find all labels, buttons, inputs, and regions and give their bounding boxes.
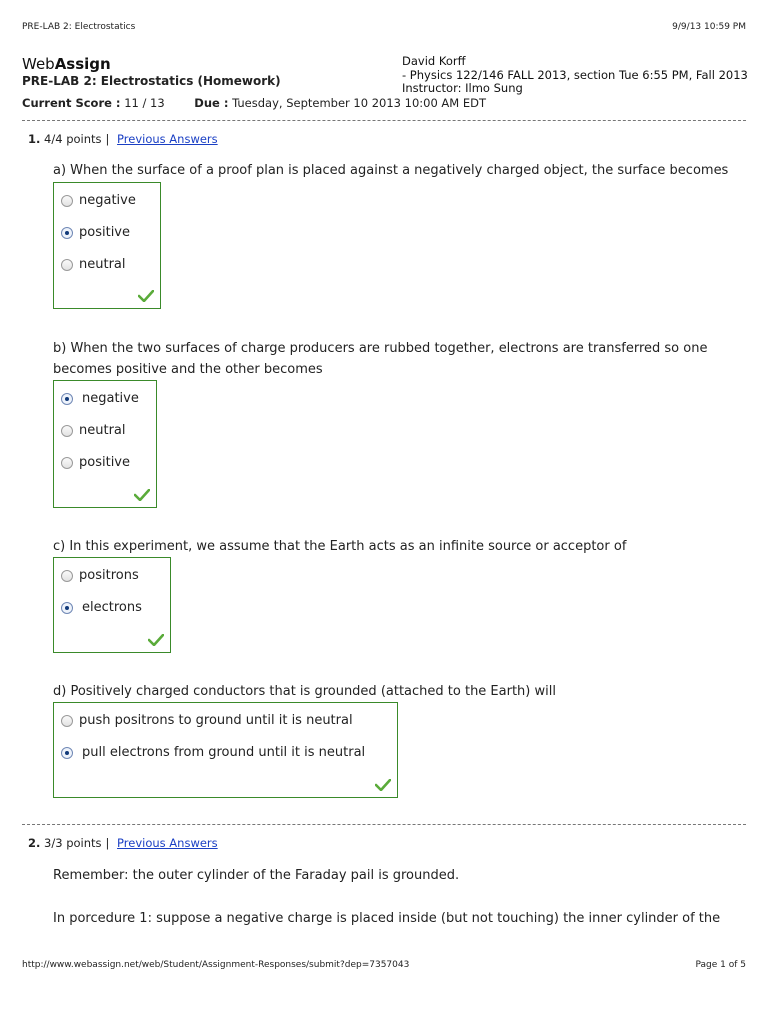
answer-box-1b bbox=[53, 380, 157, 508]
radio-button[interactable] bbox=[61, 570, 73, 582]
option-positrons[interactable]: positrons bbox=[61, 568, 139, 583]
score-value: 11 / 13 bbox=[124, 96, 165, 110]
question-1c-prompt: c) In this experiment, we assume that the Earth acts as an infinite source or acceptor of bbox=[53, 539, 627, 554]
divider bbox=[22, 824, 746, 825]
question-number: 1. bbox=[28, 132, 41, 146]
correct-check-icon bbox=[134, 489, 150, 501]
assignment-title: PRE-LAB 2: Electrostatics (Homework) bbox=[22, 74, 281, 88]
correct-check-icon bbox=[375, 779, 391, 791]
divider bbox=[22, 120, 746, 121]
radio-button[interactable] bbox=[61, 195, 73, 207]
question-1d-prompt: d) Positively charged conductors that is grounded (attached to the Earth) will bbox=[53, 684, 556, 699]
option-negative[interactable]: negative bbox=[61, 193, 136, 208]
answer-box-1a bbox=[53, 182, 161, 309]
option-negative[interactable]: negative bbox=[61, 391, 139, 406]
student-name: David Korff bbox=[402, 54, 466, 68]
radio-button-selected[interactable] bbox=[61, 393, 73, 405]
print-header bbox=[22, 22, 746, 32]
radio-button-selected[interactable] bbox=[61, 227, 73, 239]
question-1b-prompt: b) When the two surfaces of charge producers are rubbed together, electrons are transferred so one becomes positive and the other becomes bbox=[53, 341, 708, 377]
option-electrons[interactable]: electrons bbox=[61, 600, 142, 615]
radio-button-selected[interactable] bbox=[61, 602, 73, 614]
page-number: Page 1 of 5 bbox=[695, 960, 746, 970]
assignment-header bbox=[22, 55, 382, 88]
option-neutral[interactable]: neutral bbox=[61, 257, 126, 272]
print-header-datetime: 9/9/13 10:59 PM bbox=[672, 22, 746, 32]
webassign-logo: WebAssign bbox=[22, 55, 111, 73]
print-header-title: PRE-LAB 2: Electrostatics bbox=[22, 22, 136, 32]
radio-button[interactable] bbox=[61, 457, 73, 469]
option-push-positrons[interactable]: push positrons to ground until it is neutral bbox=[61, 713, 353, 728]
radio-button[interactable] bbox=[61, 715, 73, 727]
question-2-header: 2. 3/3 points | Previous Answers bbox=[28, 836, 218, 850]
question-1-header: 1. 4/4 points | Previous Answers bbox=[28, 132, 218, 146]
question-points: 4/4 points bbox=[44, 132, 102, 146]
answer-box-1c bbox=[53, 557, 171, 653]
question-2-text: Remember: the outer cylinder of the Faraday pail is grounded. bbox=[53, 868, 460, 883]
correct-check-icon bbox=[148, 634, 164, 646]
radio-button-selected[interactable] bbox=[61, 747, 73, 759]
answer-box-1d bbox=[53, 702, 398, 798]
question-2-procedure-text: In porcedure 1: suppose a negative charge is placed inside (but not touching) the inner cylinder of the bbox=[53, 911, 721, 926]
print-footer bbox=[22, 960, 746, 970]
option-positive[interactable]: positive bbox=[61, 455, 130, 470]
question-points: 3/3 points bbox=[44, 836, 102, 850]
student-info bbox=[402, 55, 752, 96]
option-pull-electrons[interactable]: pull electrons from ground until it is neutral bbox=[61, 745, 365, 760]
score-label: Current Score : bbox=[22, 96, 121, 110]
radio-button[interactable] bbox=[61, 259, 73, 271]
question-1a-prompt: a) When the surface of a proof plan is placed against a negatively charged object, the surface becomes bbox=[53, 163, 729, 178]
course-info: - Physics 122/146 FALL 2013, section Tue 6:55 PM, Fall 2013 bbox=[402, 67, 748, 82]
due-label: Due : bbox=[194, 96, 229, 110]
due-value: Tuesday, September 10 2013 10:00 AM EDT bbox=[232, 96, 487, 110]
question-number: 2. bbox=[28, 836, 41, 850]
previous-answers-link[interactable]: Previous Answers bbox=[117, 132, 218, 146]
instructor-info: Instructor: Ilmo Sung bbox=[402, 81, 523, 95]
correct-check-icon bbox=[138, 290, 154, 302]
previous-answers-link[interactable]: Previous Answers bbox=[117, 836, 218, 850]
option-neutral[interactable]: neutral bbox=[61, 423, 126, 438]
page-url: http://www.webassign.net/web/Student/Assignment-Responses/submit?dep=7357043 bbox=[22, 960, 410, 970]
radio-button[interactable] bbox=[61, 425, 73, 437]
score-row bbox=[22, 96, 486, 110]
option-positive[interactable]: positive bbox=[61, 225, 130, 240]
